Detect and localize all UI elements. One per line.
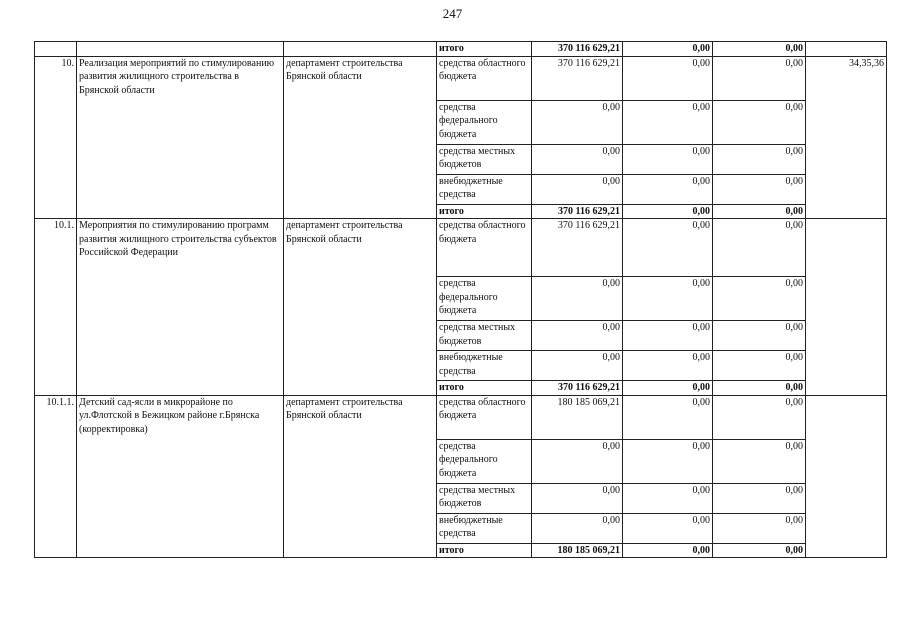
item-number: 10. <box>35 56 77 219</box>
total-value-1: 370 116 629,21 <box>532 381 623 396</box>
total-value-2: 0,00 <box>623 381 713 396</box>
total-label: итого <box>437 42 532 57</box>
funding-row <box>35 56 887 100</box>
top-total-row <box>35 42 887 57</box>
funding-source: средства местных бюджетов <box>437 144 532 174</box>
amount-3: 0,00 <box>713 144 806 174</box>
funding-source: средства федерального бюджета <box>437 439 532 483</box>
number-cell <box>35 42 77 57</box>
funding-source: средства областного бюджета <box>437 395 532 439</box>
total-value-3: 0,00 <box>713 381 806 396</box>
amount-1: 0,00 <box>532 174 623 204</box>
total-value-2: 0,00 <box>623 543 713 558</box>
amount-1: 0,00 <box>532 100 623 144</box>
item-name: Реализация мероприятий по стимулированию развития жилищного строительства в Брянской области <box>77 56 284 219</box>
funding-row <box>35 219 887 277</box>
item-number: 10.1. <box>35 219 77 396</box>
item-executor: департамент строительства Брянской области <box>284 219 437 396</box>
amount-3: 0,00 <box>713 513 806 543</box>
amount-3: 0,00 <box>713 395 806 439</box>
budget-table <box>34 41 887 558</box>
funding-source: внебюджетные средства <box>437 351 532 381</box>
amount-1: 180 185 069,21 <box>532 395 623 439</box>
amount-3: 0,00 <box>713 174 806 204</box>
funding-source: средства местных бюджетов <box>437 483 532 513</box>
page-number: 247 <box>442 6 463 21</box>
total-label: итого <box>437 381 532 396</box>
amount-2: 0,00 <box>623 439 713 483</box>
item-name: Детский сад-ясли в микрорайоне по ул.Флотской в Бежицком районе г.Брянска (корректировка) <box>77 395 284 558</box>
amount-3: 0,00 <box>713 321 806 351</box>
amount-2: 0,00 <box>623 56 713 100</box>
amount-2: 0,00 <box>623 219 713 277</box>
funding-source: средства областного бюджета <box>437 219 532 277</box>
amount-2: 0,00 <box>623 321 713 351</box>
total-value-3: 0,00 <box>713 204 806 219</box>
amount-3: 0,00 <box>713 351 806 381</box>
amount-3: 0,00 <box>713 277 806 321</box>
amount-1: 0,00 <box>532 144 623 174</box>
item-indicators <box>806 395 887 558</box>
total-value-2: 0,00 <box>623 42 713 57</box>
item-executor: департамент строительства Брянской области <box>284 56 437 219</box>
amount-1: 0,00 <box>532 483 623 513</box>
total-label: итого <box>437 204 532 219</box>
amount-2: 0,00 <box>623 144 713 174</box>
item-number: 10.1.1. <box>35 395 77 558</box>
total-value-1: 370 116 629,21 <box>532 42 623 57</box>
funding-row <box>35 395 887 439</box>
item-indicators <box>806 219 887 396</box>
item-name: Мероприятия по стимулированию программ развития жилищного строительства субъектов Российской Федерации <box>77 219 284 396</box>
funding-source: средства федерального бюджета <box>437 100 532 144</box>
amount-1: 0,00 <box>532 321 623 351</box>
funding-source: внебюджетные средства <box>437 174 532 204</box>
total-value-1: 370 116 629,21 <box>532 204 623 219</box>
funding-source: средства местных бюджетов <box>437 321 532 351</box>
amount-1: 0,00 <box>532 277 623 321</box>
amount-2: 0,00 <box>623 100 713 144</box>
amount-2: 0,00 <box>623 277 713 321</box>
amount-1: 370 116 629,21 <box>532 219 623 277</box>
amount-2: 0,00 <box>623 395 713 439</box>
amount-1: 370 116 629,21 <box>532 56 623 100</box>
amount-3: 0,00 <box>713 56 806 100</box>
amount-3: 0,00 <box>713 100 806 144</box>
total-value-3: 0,00 <box>713 42 806 57</box>
total-value-2: 0,00 <box>623 204 713 219</box>
item-indicators: 34,35,36 <box>806 56 887 219</box>
amount-3: 0,00 <box>713 439 806 483</box>
amount-3: 0,00 <box>713 483 806 513</box>
amount-3: 0,00 <box>713 219 806 277</box>
amount-2: 0,00 <box>623 174 713 204</box>
funding-source: средства федерального бюджета <box>437 277 532 321</box>
amount-2: 0,00 <box>623 483 713 513</box>
executor-cell <box>284 42 437 57</box>
total-value-1: 180 185 069,21 <box>532 543 623 558</box>
amount-1: 0,00 <box>532 439 623 483</box>
amount-1: 0,00 <box>532 351 623 381</box>
amount-2: 0,00 <box>623 513 713 543</box>
item-executor: департамент строительства Брянской области <box>284 395 437 558</box>
total-value-3: 0,00 <box>713 543 806 558</box>
total-label: итого <box>437 543 532 558</box>
amount-2: 0,00 <box>623 351 713 381</box>
indicators-cell <box>806 42 887 57</box>
amount-1: 0,00 <box>532 513 623 543</box>
funding-source: средства областного бюджета <box>437 56 532 100</box>
funding-source: внебюджетные средства <box>437 513 532 543</box>
name-cell <box>77 42 284 57</box>
